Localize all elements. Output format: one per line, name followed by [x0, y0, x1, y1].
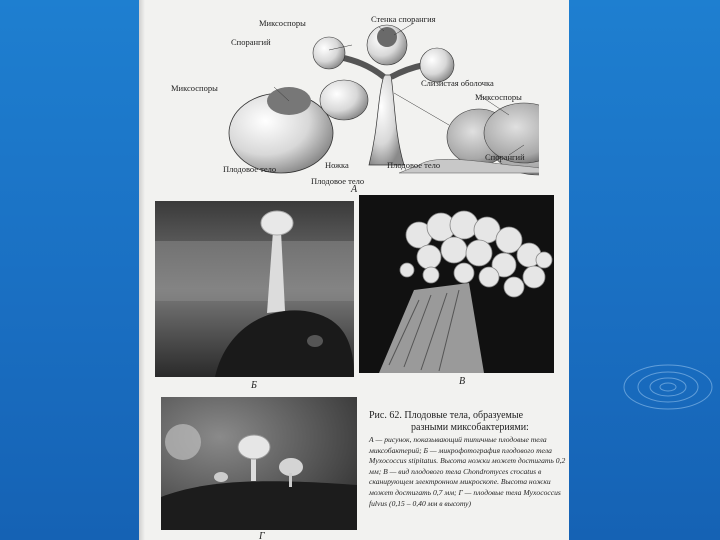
caption-heading-line1: Рис. 62. Плодовые тела, образуемые [369, 410, 524, 421]
figure-caption [369, 410, 567, 509]
photo-letter-g: Г [259, 531, 265, 540]
label-myxospores-left: Миксоспоры [171, 83, 218, 93]
label-fruiting-body-bottom: Плодовое тело [311, 176, 365, 186]
stalk [369, 75, 404, 165]
figure-letter-a: А [351, 184, 358, 195]
top-myxospores [377, 27, 397, 47]
label-fruiting-body-left: Плодовое тело [223, 164, 277, 174]
label-sporangium-top: Спорангий [231, 37, 271, 47]
photo-letter-v: В [459, 376, 466, 387]
label-sporangium-right: Спорангий [485, 152, 525, 162]
caption-body: А — рисунок, показывающий типичные плодовые тела миксобактерий; Б — микрофотография плодового тела Myxococcus stipitatus. Высота ножки может достигать 0,2 мм; В — вид плодового тела Chondromyces crocatus в сканирующем электронном микроскопе. Высота ножки может достигать 0,7 мм; Г — плодовые тела Myxococcus fulvus (0,15 – 0,40 мм в высоту) [369, 435, 566, 508]
photo-letter-b: Б [251, 380, 257, 391]
label-fruiting-body-right: Плодовое тело [387, 160, 441, 170]
caption-heading-line2: разными миксобактериями: [411, 422, 529, 433]
label-myxospores-right: Миксоспоры [475, 92, 522, 102]
label-stalk: Ножка [325, 160, 349, 170]
label-sporangium-wall: Стенка спорангия [371, 14, 436, 24]
label-slime-sheath: Слизистая оболочка [421, 78, 494, 88]
water-ripple-decoration [610, 345, 720, 425]
textbook-page [139, 0, 569, 540]
photo-v-chondromyces-crocatus [359, 195, 554, 373]
page-edge-shadow [139, 0, 145, 540]
photo-b-myxococcus-stipitatus [155, 201, 354, 377]
photo-g-myxococcus-fulvus [161, 397, 357, 530]
label-myxospores-top: Миксоспоры [259, 18, 306, 28]
